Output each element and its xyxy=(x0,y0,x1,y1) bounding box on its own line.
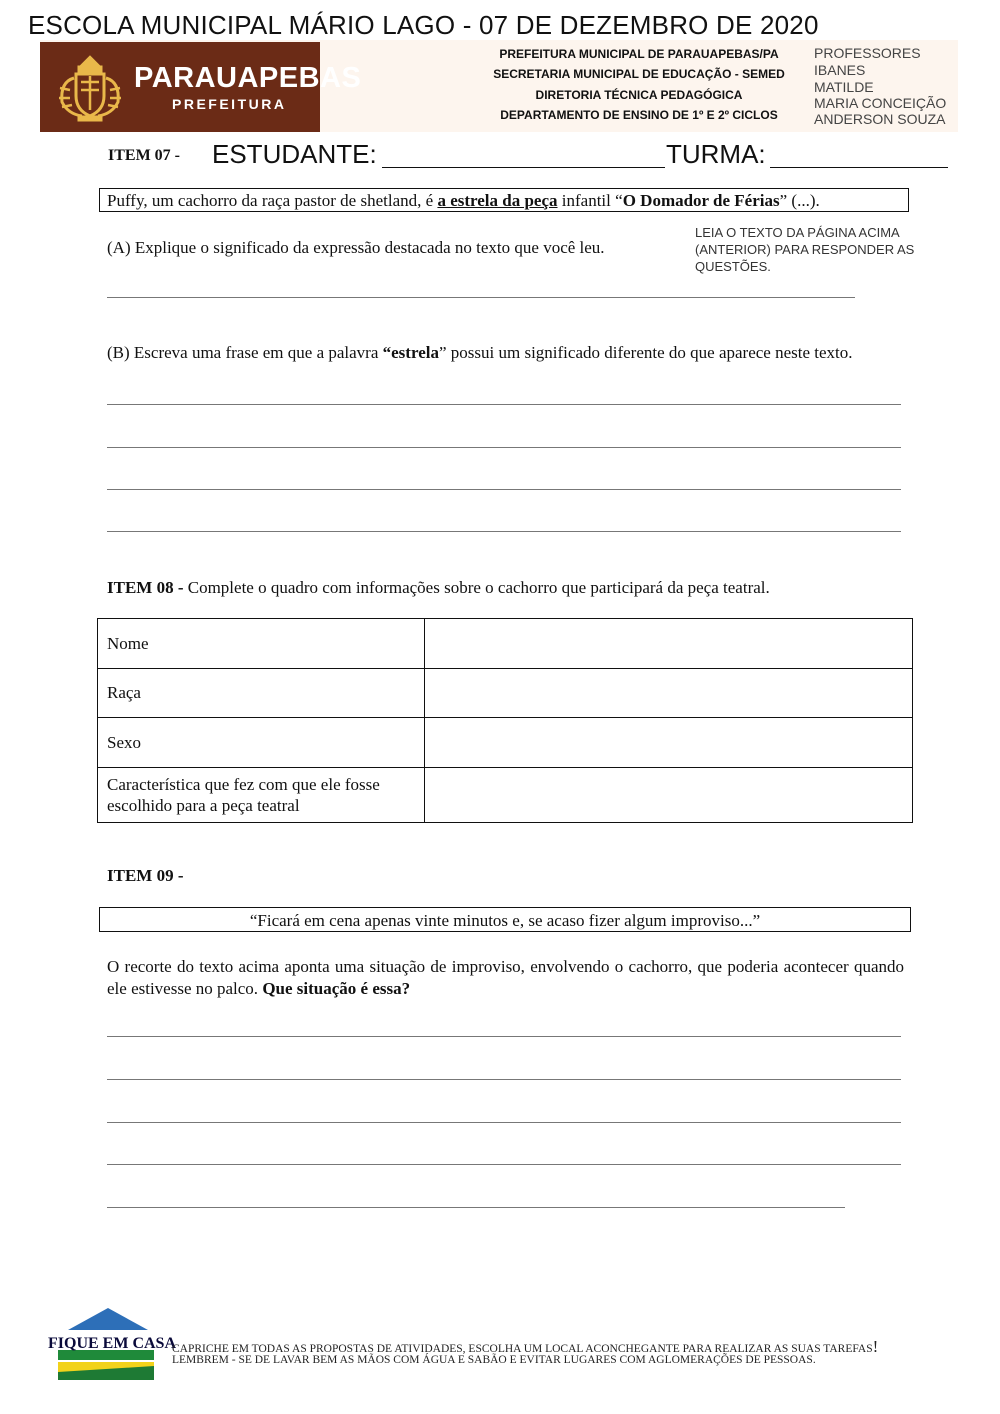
professor-name: ANDERSON SOUZA xyxy=(814,111,946,127)
highlighted-expression: a estrela da peça xyxy=(437,191,558,210)
footer-text: CAPRICHE EM TODAS AS PROPOSTAS DE ATIVIDADES, ESCOLHA UM LOCAL ACONCHEGANTE PARA REALIZAR AS SUAS TAREFAS xyxy=(172,1343,873,1355)
play-title: O Domador de Férias xyxy=(622,191,780,210)
answer-cell[interactable] xyxy=(425,768,913,823)
professor-name: MATILDE xyxy=(814,79,874,95)
item09-question-bold: Que situação é essa? xyxy=(262,979,411,998)
item09-label: ITEM 09 - xyxy=(107,866,184,885)
department-line: DEPARTAMENTO DE ENSINO DE 1º E 2º CICLOS xyxy=(500,108,778,122)
highlighted-word: “estrela xyxy=(382,343,439,362)
answer-line-b[interactable] xyxy=(107,447,901,448)
table-row xyxy=(98,718,913,768)
row-label: Característica que fez com que ele fosse escolhido para a peça teatral xyxy=(98,768,425,823)
item09-question-text: O recorte do texto acima aponta uma situação de improviso, envolvendo o cachorro, que poderia acontecer quando ele estivesse no palco. xyxy=(107,957,904,998)
answer-line-a[interactable] xyxy=(107,297,855,298)
item07-label: ITEM 07 - xyxy=(108,147,180,164)
professor-name: MARIA CONCEIÇÃO xyxy=(814,95,947,111)
dog-info-table xyxy=(97,618,913,823)
department-line: DIRETORIA TÉCNICA PEDAGÓGICA xyxy=(535,88,743,102)
question-b-text: ” possui um significado diferente do que aparece neste texto. xyxy=(438,343,853,362)
quote-text: infantil “ xyxy=(557,191,623,210)
student-label: ESTUDANTE: xyxy=(212,139,377,169)
stay-home-label: FIQUE EM CASA xyxy=(48,1335,177,1352)
row-label: Sexo xyxy=(98,718,425,768)
answer-cell[interactable] xyxy=(425,619,913,669)
footer-exclamation: ! xyxy=(872,1337,879,1356)
footer-line-2: LEMBREM - SE DE LAVAR BEM AS MÃOS COM ÁGUA E SABÃO E EVITAR LUGARES COM AGLOMERAÇÕES DE PESSOAS. xyxy=(172,1354,816,1366)
professors-heading: PROFESSORES xyxy=(814,45,921,61)
answer-line-b[interactable] xyxy=(107,531,901,532)
item08-text: Complete o quadro com informações sobre o cachorro que participará da peça teatral. xyxy=(183,578,770,597)
row-label: Raça xyxy=(98,669,425,718)
row-label: Nome xyxy=(98,619,425,669)
city-crest-icon xyxy=(54,52,126,124)
quote-text: ” (...). xyxy=(779,191,820,210)
table-row xyxy=(98,619,913,669)
item09-question xyxy=(107,956,904,1000)
answer-line-09[interactable] xyxy=(107,1036,901,1037)
student-name-field[interactable] xyxy=(382,167,665,168)
school-title: ESCOLA MUNICIPAL MÁRIO LAGO - 07 DE DEZEMBRO DE 2020 xyxy=(28,10,819,40)
logo-brand-text: PARAUAPEBAS xyxy=(134,62,362,94)
item08-instruction xyxy=(107,577,770,599)
answer-cell[interactable] xyxy=(425,669,913,718)
answer-line-09[interactable] xyxy=(107,1164,901,1165)
answer-line-09[interactable] xyxy=(107,1079,901,1080)
table-row xyxy=(98,669,913,718)
answer-line-09[interactable] xyxy=(107,1122,901,1123)
table-row xyxy=(98,768,913,823)
class-field[interactable] xyxy=(770,167,948,168)
department-line: SECRETARIA MUNICIPAL DE EDUCAÇÃO - SEMED xyxy=(493,67,785,81)
item07-quote-box xyxy=(99,188,909,212)
answer-line-b[interactable] xyxy=(107,404,901,405)
quote-text: Puffy, um cachorro da raça pastor de shetland, é xyxy=(107,191,438,210)
logo-sub-text: PREFEITURA xyxy=(172,96,287,112)
class-label: TURMA: xyxy=(666,139,766,169)
answer-line-09[interactable] xyxy=(107,1207,845,1208)
answer-line-b[interactable] xyxy=(107,489,901,490)
question-b xyxy=(107,342,904,364)
question-a: (A) Explique o significado da expressão destacada no texto que você leu. xyxy=(107,238,605,257)
question-b-text: (B) Escreva uma frase em que a palavra xyxy=(107,343,383,362)
item09-quote-box: “Ficará em cena apenas vinte minutos e, se acaso fizer algum improviso...” xyxy=(99,907,911,932)
professor-name: IBANES xyxy=(814,62,866,78)
department-line: PREFEITURA MUNICIPAL DE PARAUAPEBAS/PA xyxy=(499,47,779,61)
item08-label: ITEM 08 - xyxy=(107,578,184,597)
instruction-note: LEIA O TEXTO DA PÁGINA ACIMA (ANTERIOR) PARA RESPONDER AS QUESTÕES. xyxy=(695,225,915,274)
answer-cell[interactable] xyxy=(425,718,913,768)
